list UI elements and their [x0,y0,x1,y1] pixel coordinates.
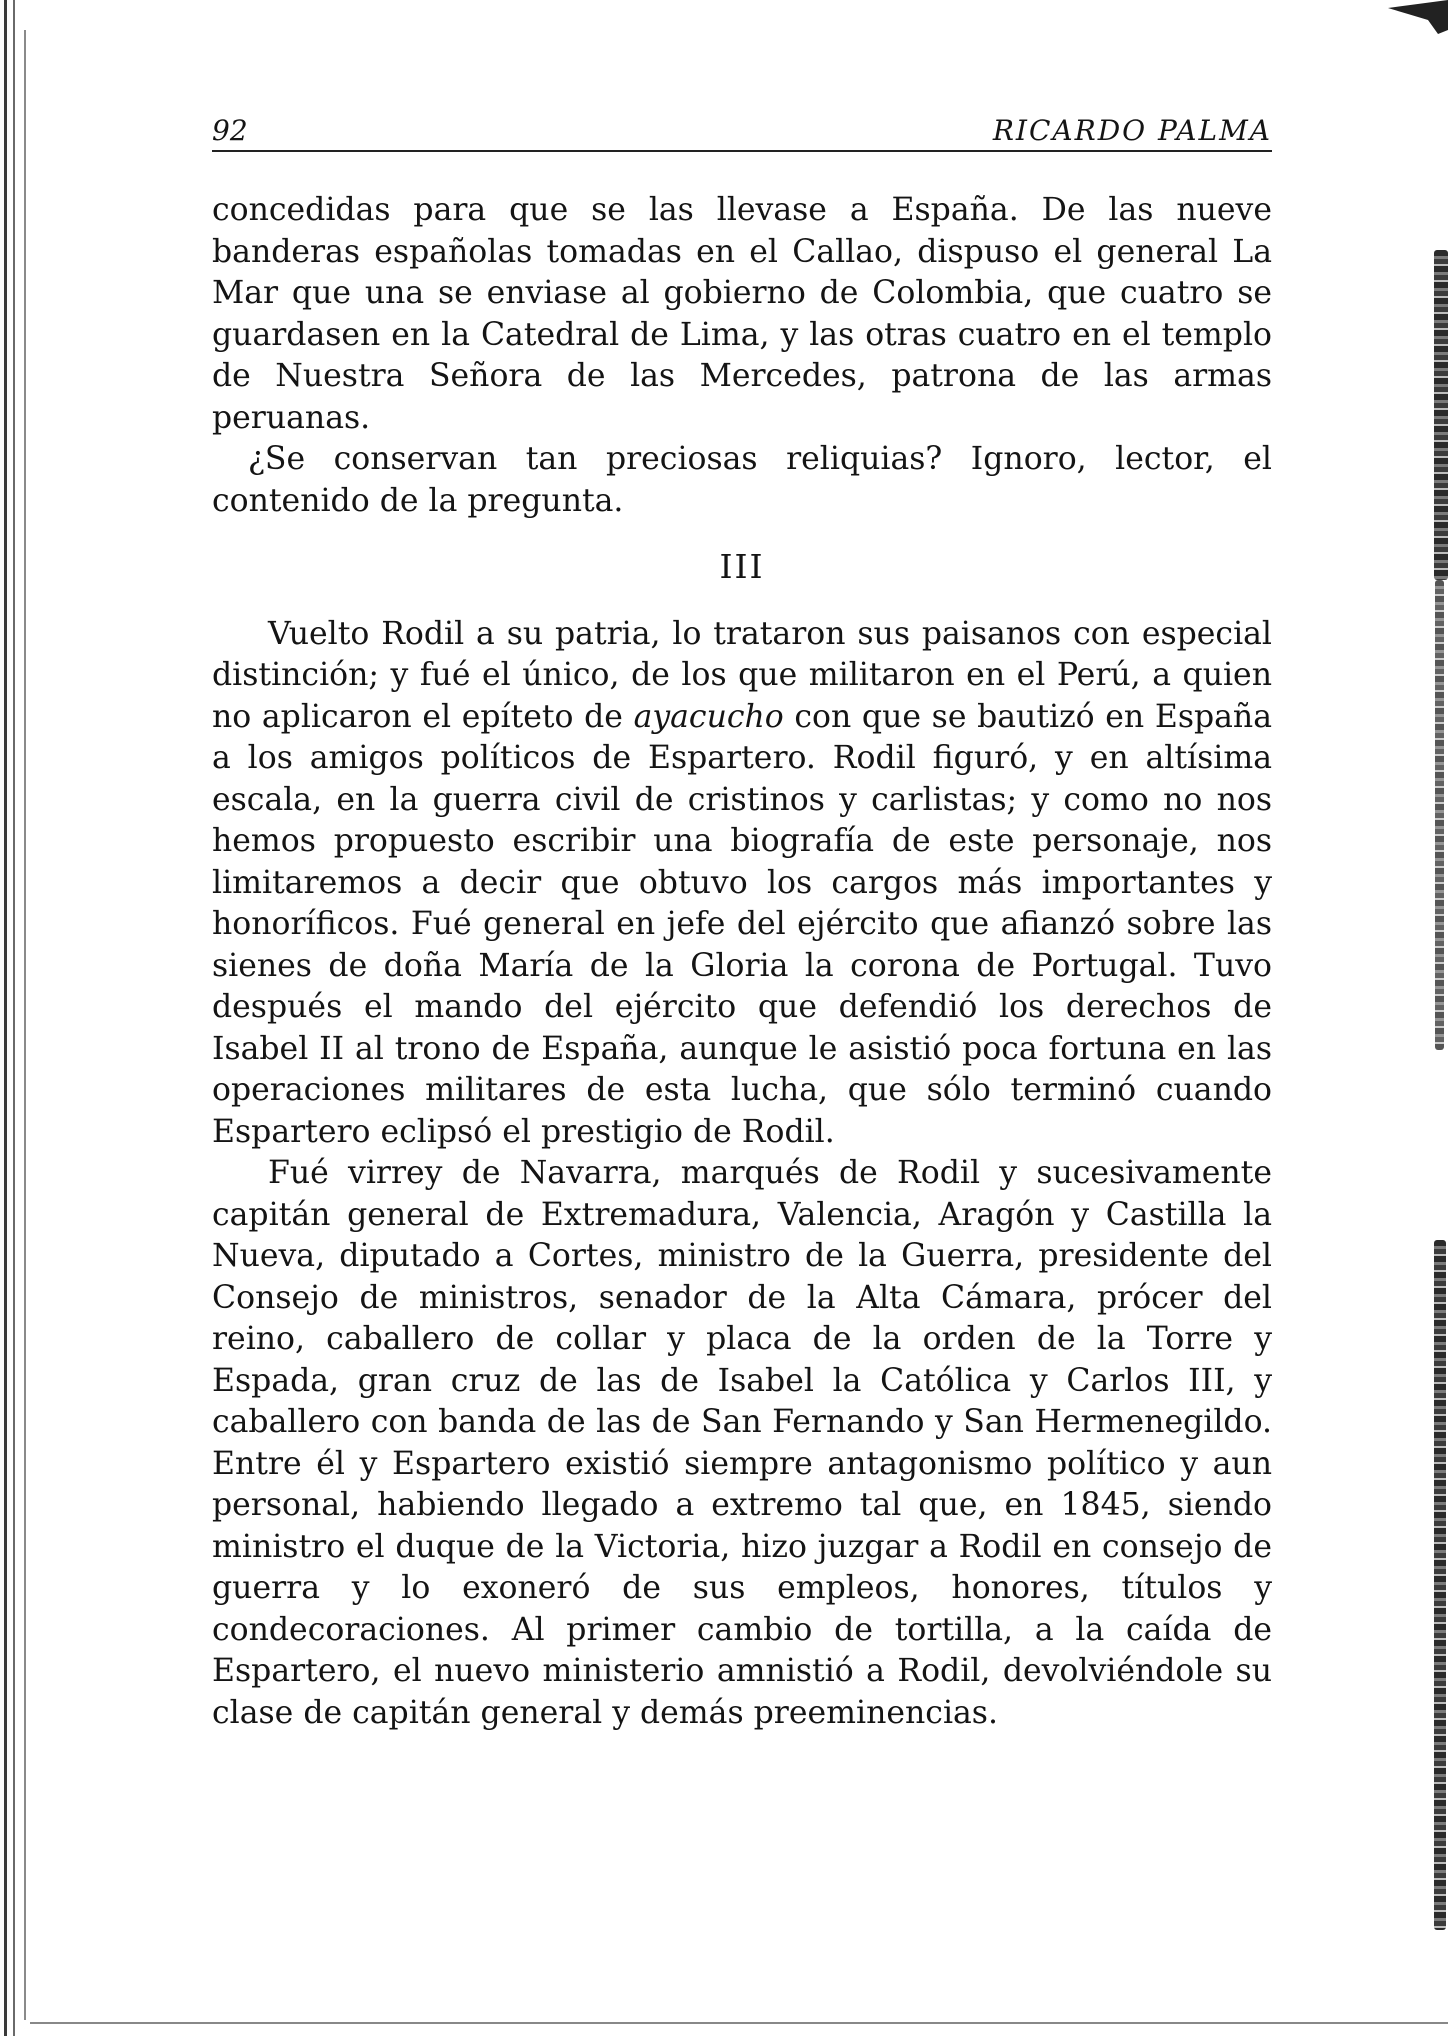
scan-right-strip [1434,250,1448,580]
scan-bottom-edge [30,2022,1448,2024]
paragraph-continuation: concedidas para que se las llevase a España. De las nueve banderas españolas tomadas en el Callao, dispuso el general La Mar que una se enviase al gobierno de Colombia, que cuatro se guardasen en la Catedral de Lima, y las otras cuatro en el templo de Nuestra Señora de las Mercedes, patrona de las armas peruanas. [212,192,1272,436]
page-body [212,190,1272,1734]
section-heading: III [719,547,765,586]
paragraph-question: ¿Se conservan tan preciosas reliquias? Ignoro, lector, el contenido de la pregunta. [212,441,1272,519]
scan-left-edge [0,0,30,2036]
paragraph-rodil-return: Vuelto Rodil a su patria, lo trataron sus paisanos con especial distinción; y fué el único, de los que militaron en el Perú, a quien no aplicaron el epíteto de ayacucho con que se bautizó en España a los amigos políticos de Espartero. Rodil figuró, y en altísima escala, en la guerra civil de cristinos y carlistas; y como no nos hemos propuesto escribir una biografía de este personaje, nos limitaremos a decir que obtuvo los cargos más importantes y honoríficos. Fué general en jefe del ejército que afianzó sobre las sienes de doña María de la Gloria la corona de Portugal. Tuvo después el mando del ejército que defendió los derechos de Isabel II al trono de España, aunque le asistió poca fortuna en las operaciones militares de esta lucha, que sólo terminó cuando Espartero eclipsó el prestigio de Rodil. [212,615,1272,1150]
book-page [212,110,1272,1734]
running-header [212,110,1272,152]
scan-right-strip [1434,1240,1446,1930]
page-number: 92 [212,114,248,147]
scan-right-strip [1435,580,1444,1050]
scan-corner-mark [1388,0,1448,40]
italic-term: ayacucho [633,698,784,735]
running-title: RICARDO PALMA [992,114,1272,147]
paragraph-rodil-titles: Fué virrey de Navarra, marqués de Rodil y sucesivamente capitán general de Extremadura, Valencia, Aragón y Castilla la Nueva, diputado a Cortes, ministro de la Guerra, presidente del Consejo de ministros, senador de la Alta Cámara, prócer del reino, caballero de collar y placa de la orden de la Torre y Espada, gran cruz de las de Isabel la Católica y Carlos III, y caballero con banda de las de San Fernando y San Hermenegildo. Entre él y Espartero existió siempre antagonismo político y aun personal, habiendo llegado a extremo tal que, en 1845, siendo ministro el duque de la Victoria, hizo juzgar a Rodil en consejo de guerra y lo exoneró de sus empleos, honores, títulos y condecoraciones. Al primer cambio de tortilla, a la caída de Espartero, el nuevo ministerio amnistió a Rodil, devolviéndole su clase de capitán general y demás preeminencias. [212,1155,1272,1731]
